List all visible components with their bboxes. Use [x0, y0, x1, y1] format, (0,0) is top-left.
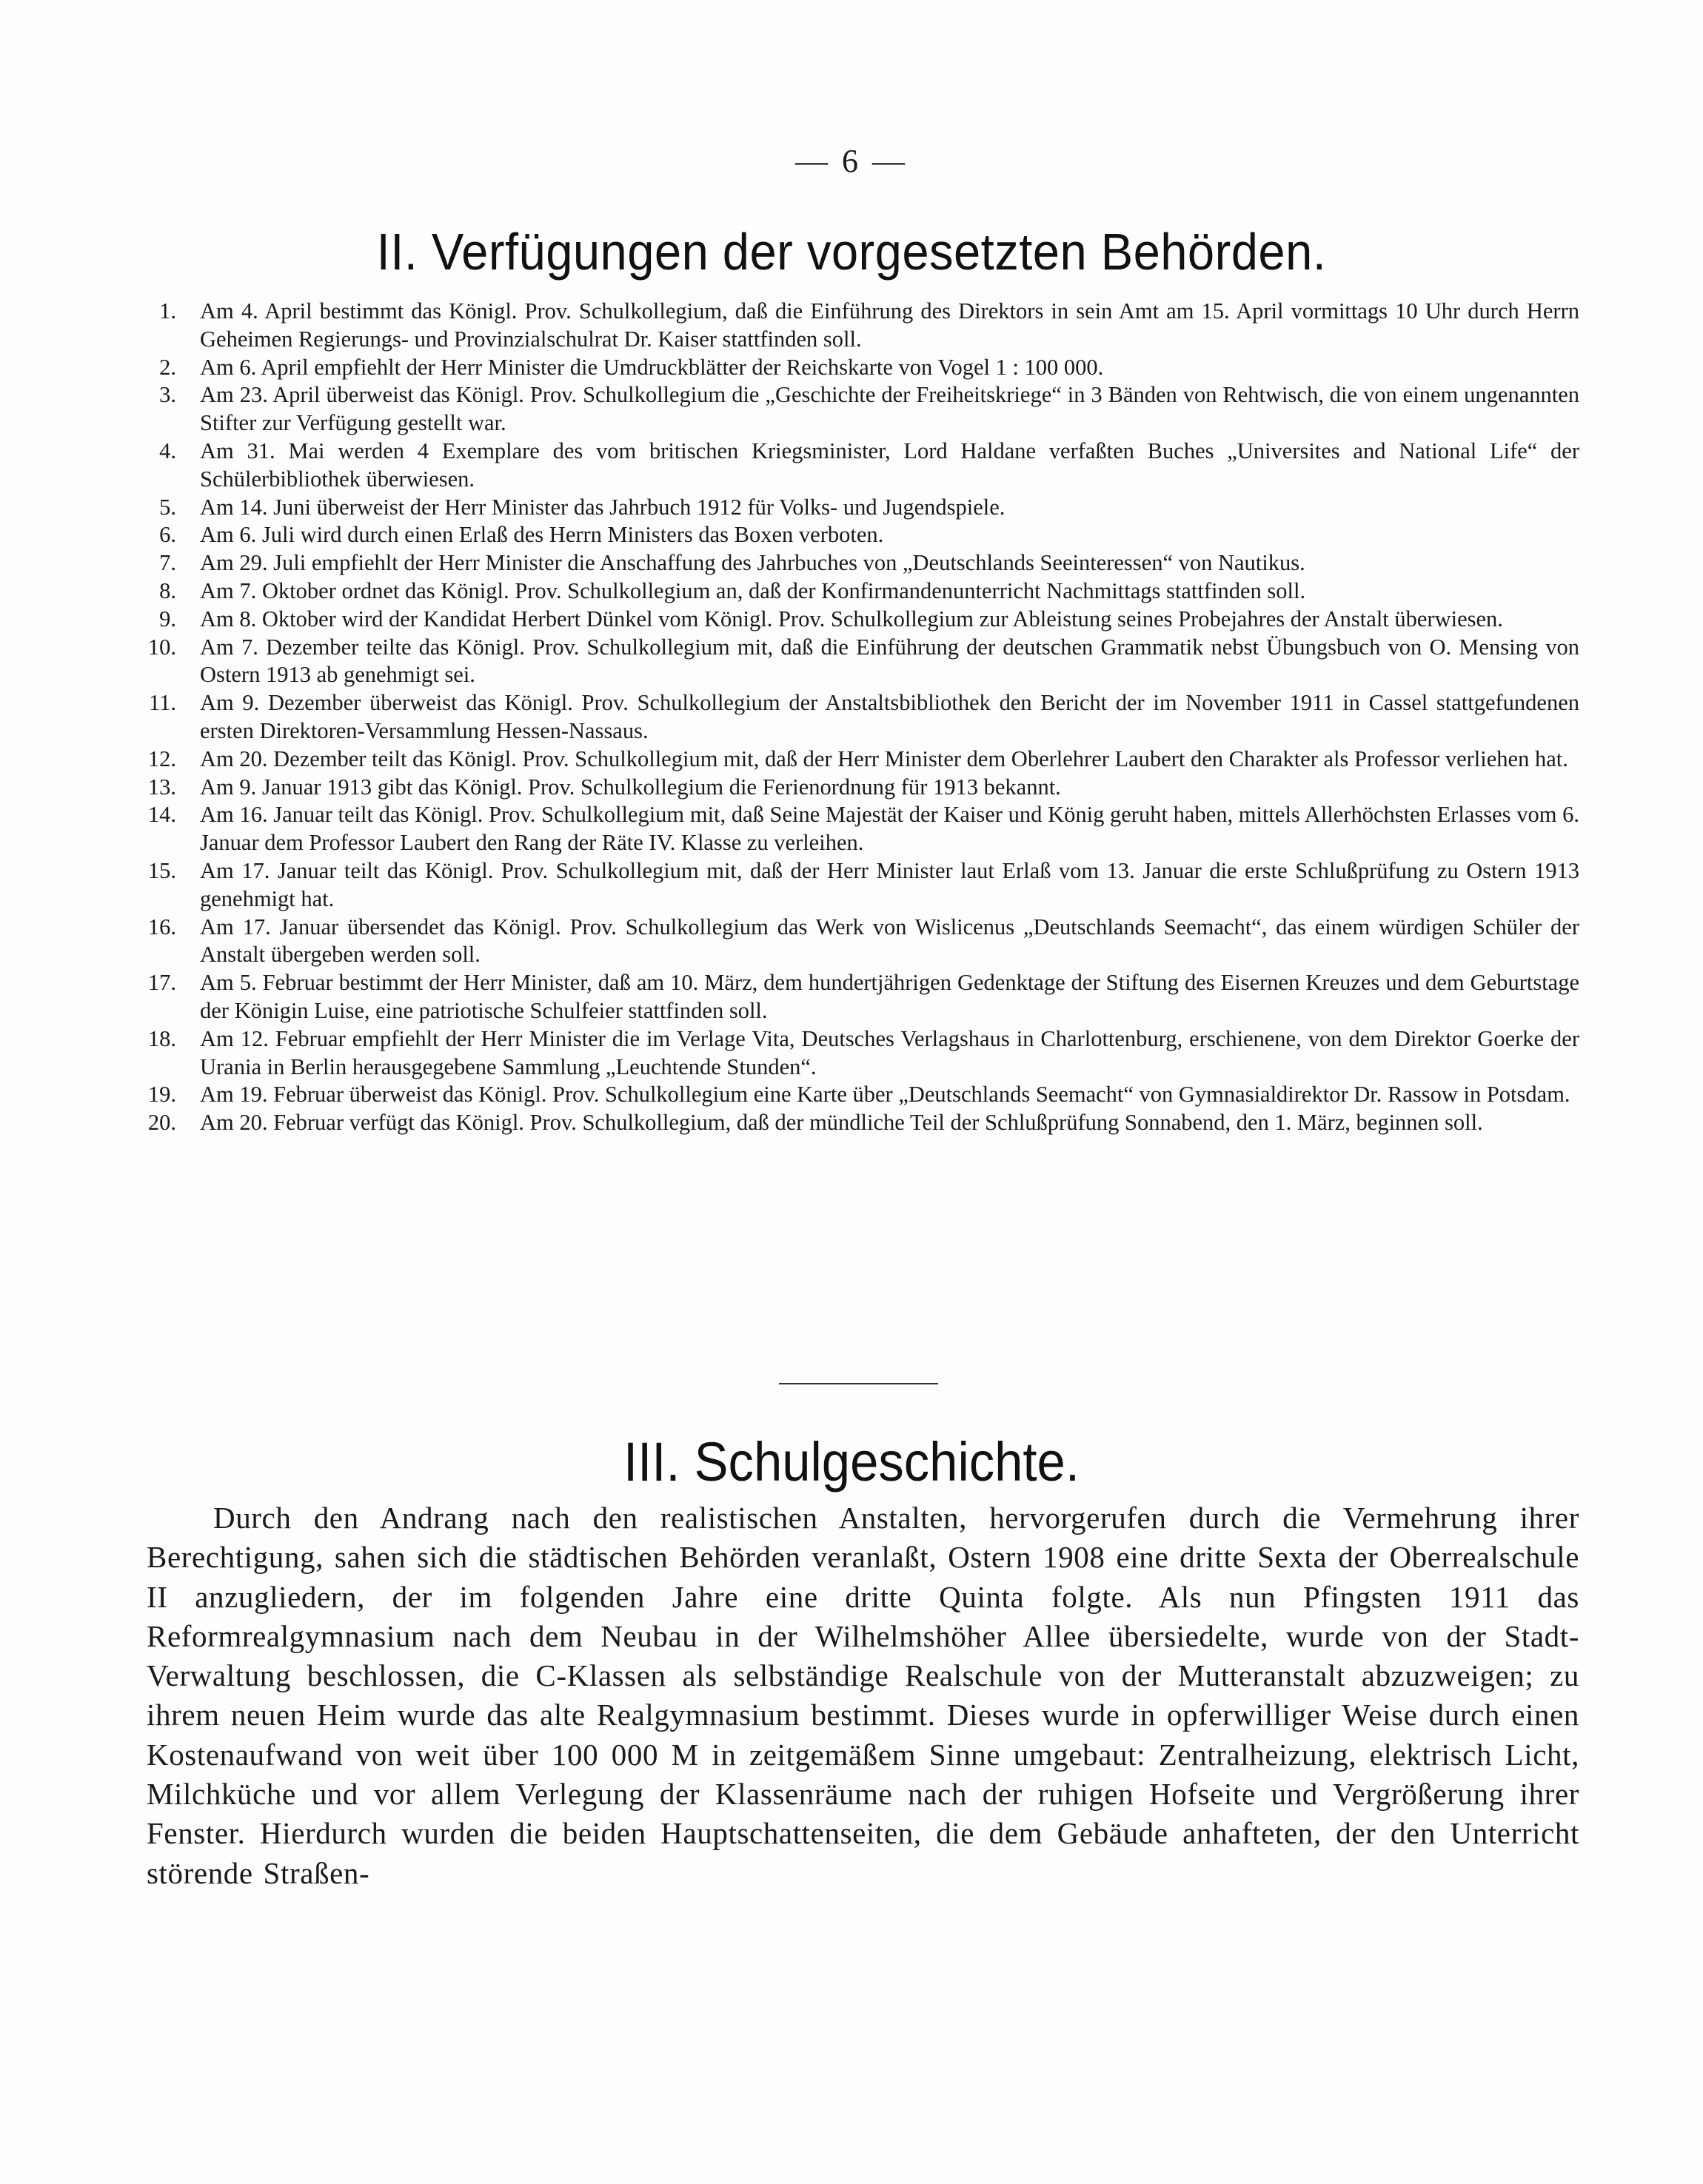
list-item-number: 9. [159, 606, 176, 632]
list-item-number: 8. [159, 577, 176, 603]
list-item [139, 1109, 1579, 1137]
list-item-number: 18. [147, 1025, 176, 1051]
list-item-number: 7. [159, 550, 176, 576]
list-item-number: 14. [147, 802, 176, 828]
list-item-number: 3. [159, 382, 176, 408]
list-item-number: 5. [159, 494, 176, 520]
list-item [139, 354, 1579, 382]
list-item-text: Am 6. April empfiehlt der Herr Minister die Umdruckblätter der Reichskarte von Vogel 1 : 100 000. [200, 354, 1104, 380]
list-item [139, 438, 1579, 494]
list-item-text: Am 29. Juli empfiehlt der Herr Minister die Anschaffung des Jahrbuches von „Deutschlands Seeinteressen“ von Nautikus. [200, 550, 1305, 576]
list-item [139, 606, 1579, 634]
list-item [139, 746, 1579, 774]
list-item-number: 12. [147, 746, 176, 771]
list-item-number: 10. [147, 634, 176, 660]
list-item [139, 914, 1579, 970]
list-item [139, 549, 1579, 577]
list-item-text: Am 6. Juli wird durch einen Erlaß des Herrn Ministers das Boxen verboten. [200, 522, 884, 548]
list-item [139, 689, 1579, 746]
section-heading-verfuegungen: II. Verfügungen der vorgesetzten Behörden. [376, 223, 1327, 281]
list-item-text: Am 9. Januar 1913 gibt das Königl. Prov. Schulkollegium die Ferienordnung für 1913 bekannt. [200, 774, 1061, 800]
list-item-text: Am 31. Mai werden 4 Exemplare des vom britischen Kriegsminister, Lord Haldane verfaßten Buches „Universites and National Life“ der Schülerbibliothek überwiesen. [200, 438, 1579, 492]
list-item [139, 634, 1579, 690]
list-item [139, 801, 1579, 857]
list-item-number: 13. [147, 774, 176, 800]
decree-list [139, 298, 1579, 1137]
section-heading-schulgeschichte: III. Schulgeschichte. [623, 1431, 1080, 1493]
list-item-number: 20. [147, 1110, 176, 1136]
list-item-text: Am 4. April bestimmt das Königl. Prov. Schulkollegium, daß die Einführung des Direktors in sein Amt am 15. April vormittags 10 Uhr durch Herrn Geheimen Regierungs- und Provinzialschulrat Dr. Kaiser stattfinden soll. [200, 298, 1579, 352]
list-item-text: Am 14. Juni überweist der Herr Minister das Jahrbuch 1912 für Volks- und Jugendspiele. [200, 494, 1006, 520]
list-item-text: Am 20. Februar verfügt das Königl. Prov. Schulkollegium, daß der mündliche Teil der Schlußprüfung Sonnabend, den 1. März, beginnen soll. [200, 1110, 1483, 1136]
list-item-number: 19. [147, 1082, 176, 1108]
list-item-number: 1. [159, 298, 176, 324]
list-item [139, 381, 1579, 438]
list-item-text: Am 7. Oktober ordnet das Königl. Prov. Schulkollegium an, daß der Konfirmandenunterricht Nachmittags stattfinden soll. [200, 577, 1306, 603]
list-item [139, 1025, 1579, 1082]
list-item [139, 521, 1579, 549]
list-item-text: Am 16. Januar teilt das Königl. Prov. Schulkollegium mit, daß Seine Majestät der Kaiser und König geruht haben, mittels Allerhöchsten Erlasses vom 6. Januar dem Professor Laubert den Rang der Räte IV. Klasse zu verleihen. [200, 802, 1579, 856]
section-divider [779, 1383, 938, 1384]
page-number: — 6 — [795, 143, 908, 179]
list-item-text: Am 7. Dezember teilte das Königl. Prov. Schulkollegium mit, daß die Einführung der deutschen Grammatik nebst Übungsbuch von O. Mensing von Ostern 1913 ab genehmigt sei. [200, 634, 1579, 688]
list-item-text: Am 9. Dezember überweist das Königl. Prov. Schulkollegium der Anstaltsbibliothek den Bericht der im November 1911 in Cassel stattgefundenen ersten Direktoren-Versammlung Hessen-Nassaus. [200, 690, 1579, 743]
list-item [139, 494, 1579, 522]
list-item-number: 2. [159, 354, 176, 380]
list-item [139, 774, 1579, 802]
list-item-number: 11. [149, 690, 176, 716]
list-item [139, 969, 1579, 1025]
schulgeschichte-paragraph: Durch den Andrang nach den realistischen Anstalten, hervorgerufen durch die Vermehrung ihrer Berechtigung, sahen sich die städtischen Behörden veranlaßt, Ostern 1908 eine dritte Sexta der Oberrealschule II anzugliedern, der im folgenden Jahre eine dritte Quinta folgte. Als nun Pfingsten 1911 das Reformrealgymnasium nach dem Neubau in der Wilhelmshöher Allee übersiedelte, wurde von der Stadt-Verwaltung beschlossen, die C-Klassen als selbständige Realschule von der Mutteranstalt abzuzweigen; zu ihrem neuen Heim wurde das alte Realgymnasium bestimmt. Dieses wurde in opferwilliger Weise durch einen Kostenaufwand von weit über 100 000 M in zeitgemäßem Sinne umgebaut: Zentralheizung, elektrisch Licht, Milchküche und vor allem Verlegung der Klassenräume nach der ruhigen Hofseite und Vergrößerung ihrer Fenster. Hierdurch wurden die beiden Hauptschattenseiten, die dem Gebäude anhafteten, der den Unterricht störende Straßen- [147, 1501, 1579, 1890]
list-item [139, 857, 1579, 914]
list-item [139, 577, 1579, 606]
list-item-number: 17. [147, 970, 176, 996]
list-item-text: Am 23. April überweist das Königl. Prov. Schulkollegium die „Geschichte der Freiheitskriege“ in 3 Bänden von Rehtwisch, die von einem ungenannten Stifter zur Verfügung gestellt war. [200, 382, 1579, 436]
list-item-text: Am 12. Februar empfiehlt der Herr Minister die im Verlage Vita, Deutsches Verlagshaus in Charlottenburg, erschienene, von dem Direktor Goerke der Urania in Berlin herausgegebene Sammlung „Leuchtende Stunden“. [200, 1025, 1579, 1079]
list-item-text: Am 17. Januar teilt das Königl. Prov. Schulkollegium mit, daß der Herr Minister laut Erlaß vom 13. Januar die erste Schlußprüfung zu Ostern 1913 genehmigt hat. [200, 857, 1579, 911]
list-item-number: 16. [147, 914, 176, 939]
list-item-number: 15. [147, 857, 176, 883]
list-item-text: Am 5. Februar bestimmt der Herr Minister, daß am 10. März, dem hundertjährigen Gedenktage der Stiftung des Eisernen Kreuzes und dem Geburtstage der Königin Luise, eine patriotische Schulfeier stattfinden soll. [200, 970, 1579, 1023]
list-item [139, 298, 1579, 354]
list-item-text: Am 8. Oktober wird der Kandidat Herbert Dünkel vom Königl. Prov. Schulkollegium zur Ableistung seines Probejahres der Anstalt überwiesen. [200, 606, 1503, 632]
list-item-text: Am 19. Februar überweist das Königl. Prov. Schulkollegium eine Karte über „Deutschlands Seemacht“ von Gymnasialdirektor Dr. Rassow in Potsdam. [200, 1082, 1570, 1108]
list-item [139, 1081, 1579, 1109]
list-item-number: 6. [159, 522, 176, 548]
list-item-number: 4. [159, 438, 176, 463]
list-item-text: Am 20. Dezember teilt das Königl. Prov. Schulkollegium mit, daß der Herr Minister dem Oberlehrer Laubert den Charakter als Professor verliehen hat. [200, 746, 1568, 771]
list-item-text: Am 17. Januar übersendet das Königl. Prov. Schulkollegium das Werk von Wislicenus „Deutschlands Seemacht“, das einem würdigen Schüler der Anstalt übergeben werden soll. [200, 914, 1579, 968]
